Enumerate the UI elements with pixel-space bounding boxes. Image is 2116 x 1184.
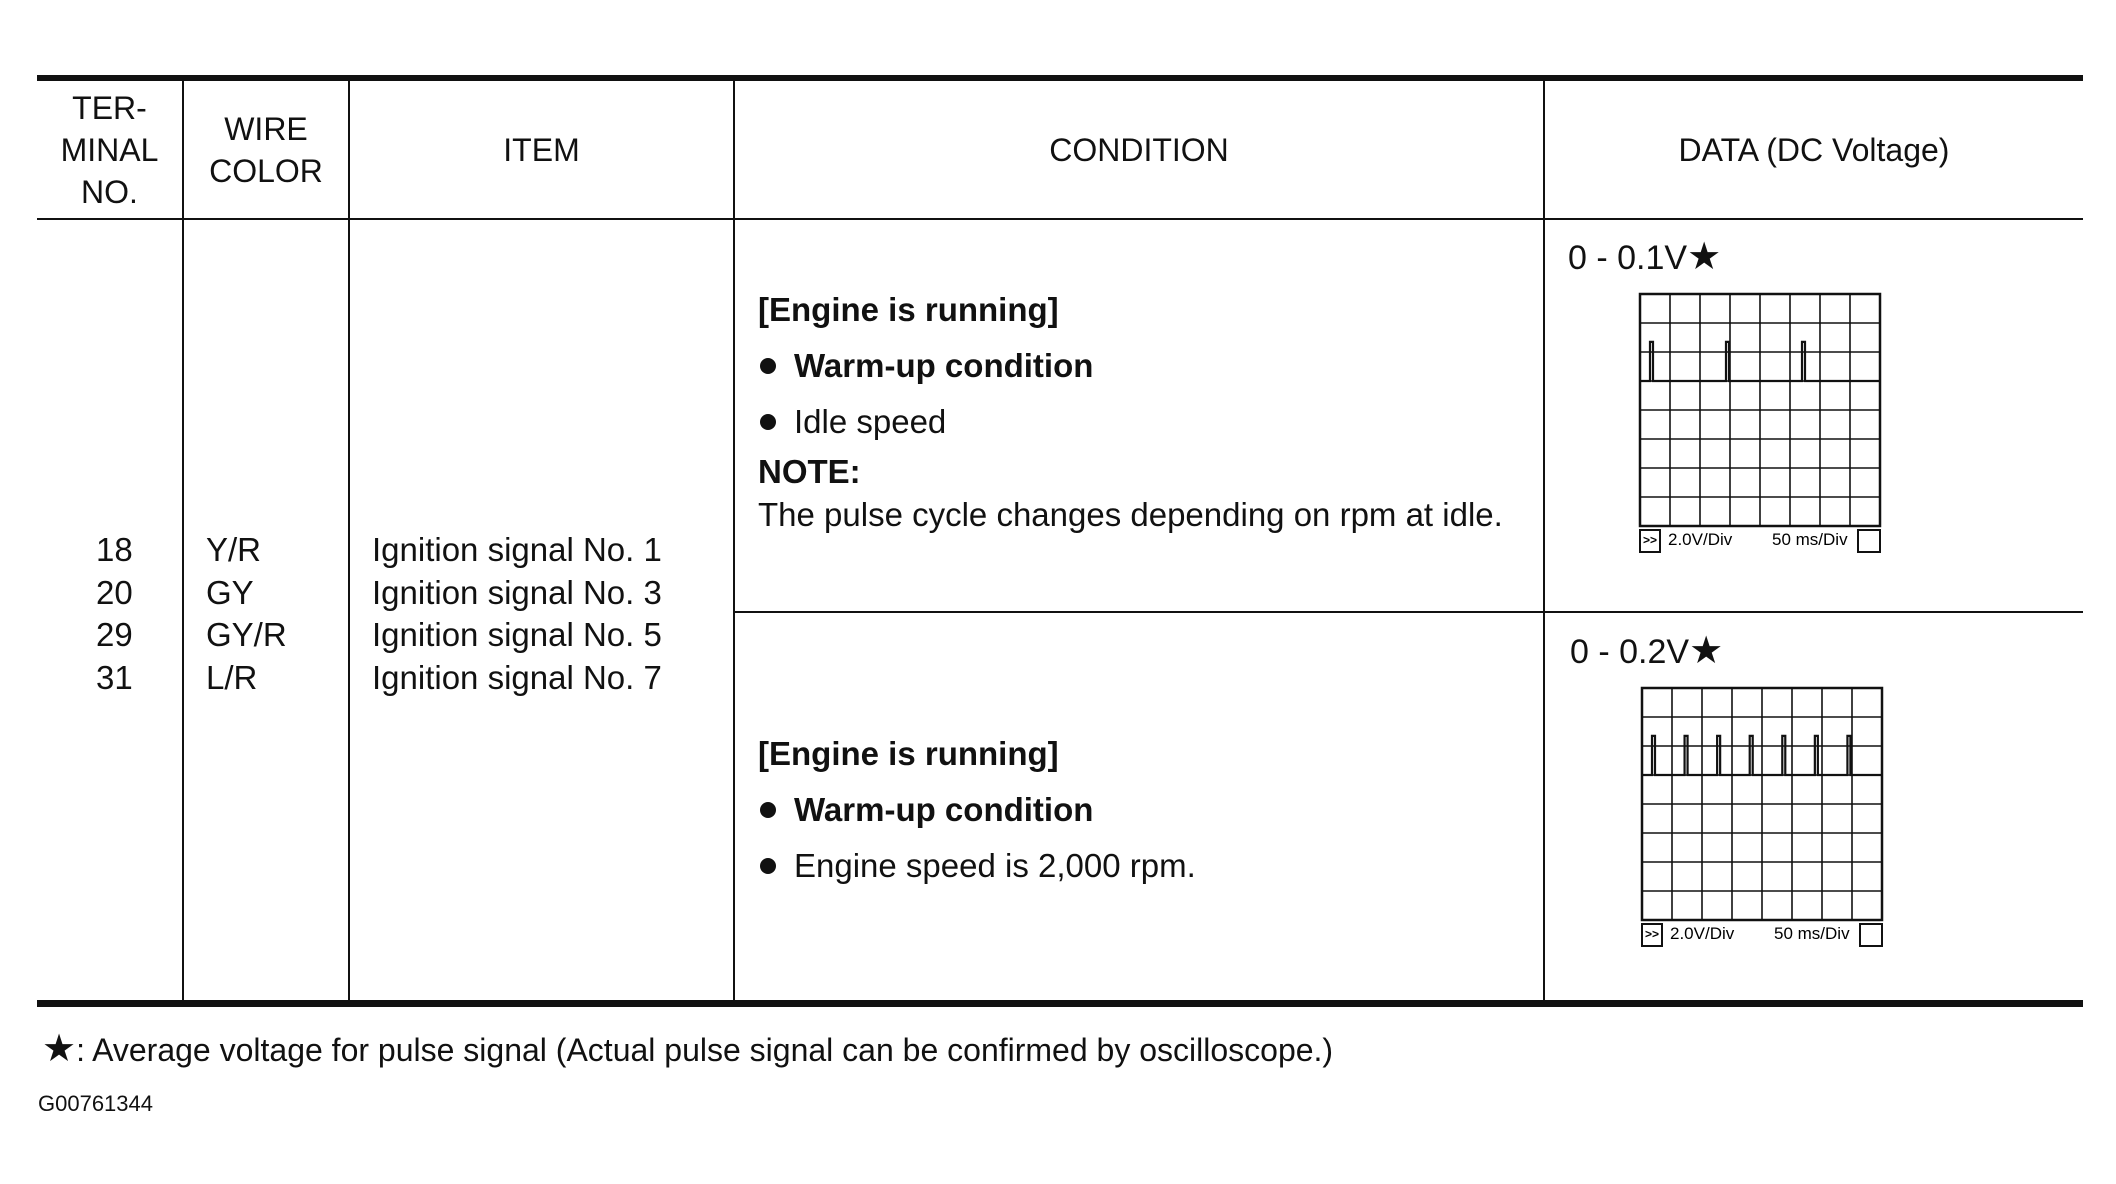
column-divider-4 — [1543, 81, 1545, 1000]
channel-symbol: >> — [1643, 533, 1658, 547]
scope-corner-box — [1858, 530, 1880, 552]
note-text: The pulse cycle changes depending on rpm at idle. — [758, 496, 1503, 533]
channel-symbol: >> — [1645, 927, 1660, 941]
oscilloscope-2 — [1640, 686, 1888, 950]
items — [372, 529, 662, 699]
condition-heading: [Engine is running] — [758, 291, 1059, 328]
condition-bullet — [758, 838, 1196, 894]
volts-per-div: 2.0V/Div — [1670, 924, 1735, 943]
wire-colors — [206, 529, 287, 699]
condition-bullet — [758, 338, 1503, 394]
wire-color: Y/R — [206, 531, 262, 568]
star-icon: ★ — [42, 1028, 77, 1070]
condition-bullet-text: Warm-up condition — [794, 791, 1094, 828]
condition-heading: [Engine is running] — [758, 735, 1059, 772]
header-wire-color: WIRE COLOR — [209, 110, 323, 189]
column-divider-2 — [348, 81, 350, 1000]
condition-bullet-text: Warm-up condition — [794, 347, 1094, 384]
condition-bullet-text: Idle speed — [794, 403, 947, 440]
item-label: Ignition signal No. 3 — [372, 573, 662, 611]
condition-block-1 — [758, 282, 1503, 536]
time-per-div: 50 ms/Div — [1774, 924, 1850, 943]
bullet-dot-icon — [760, 414, 776, 430]
footnote-text: : Average voltage for pulse signal (Actual pulse signal can be confirmed by oscilloscope.) — [76, 1032, 1334, 1068]
terminal-number: 31 — [96, 658, 133, 696]
voltage-value-1 — [1568, 234, 1721, 279]
header-condition: CONDITION — [1049, 131, 1229, 168]
condition-bullet — [758, 782, 1196, 838]
terminal-number: 18 — [96, 531, 133, 568]
condition-bullet — [758, 394, 1503, 450]
condition-divider-rule — [734, 611, 2083, 613]
header-data: DATA (DC Voltage) — [1678, 131, 1950, 168]
header-item: ITEM — [503, 131, 580, 168]
bullet-dot-icon — [760, 358, 776, 374]
terminal-number: 29 — [96, 616, 133, 653]
wire-color: GY/R — [206, 616, 287, 653]
bullet-dot-icon — [760, 802, 776, 818]
item-label: Ignition signal No. 1 — [372, 531, 662, 568]
header-bottom-rule — [37, 218, 2083, 220]
column-divider-3 — [733, 81, 735, 1000]
voltage-text: 0 - 0.1V — [1568, 239, 1688, 277]
column-divider-1 — [182, 81, 184, 1000]
footnote — [42, 1026, 1333, 1071]
item-label: Ignition signal No. 5 — [372, 616, 662, 653]
header-terminal-no: TER- MINAL NO. — [60, 89, 159, 210]
figure-code: G00761344 — [38, 1091, 153, 1116]
oscilloscope-1 — [1638, 292, 1886, 556]
condition-bullet-text: Engine speed is 2,000 rpm. — [794, 847, 1196, 884]
terminal-numbers — [96, 529, 133, 699]
time-per-div: 50 ms/Div — [1772, 530, 1848, 549]
volts-per-div: 2.0V/Div — [1668, 530, 1733, 549]
scope-corner-box — [1860, 924, 1882, 946]
wire-color: GY — [206, 573, 254, 611]
voltage-text: 0 - 0.2V — [1570, 633, 1690, 671]
note-title: NOTE: — [758, 453, 861, 490]
terminal-number: 20 — [96, 573, 133, 611]
table-bottom-rule — [37, 1000, 2083, 1007]
item-label: Ignition signal No. 7 — [372, 658, 662, 696]
star-icon: ★ — [1689, 630, 1724, 672]
voltage-value-2 — [1570, 628, 1723, 673]
star-icon: ★ — [1687, 236, 1722, 278]
condition-block-2 — [758, 726, 1196, 894]
wire-color: L/R — [206, 658, 258, 696]
bullet-dot-icon — [760, 858, 776, 874]
